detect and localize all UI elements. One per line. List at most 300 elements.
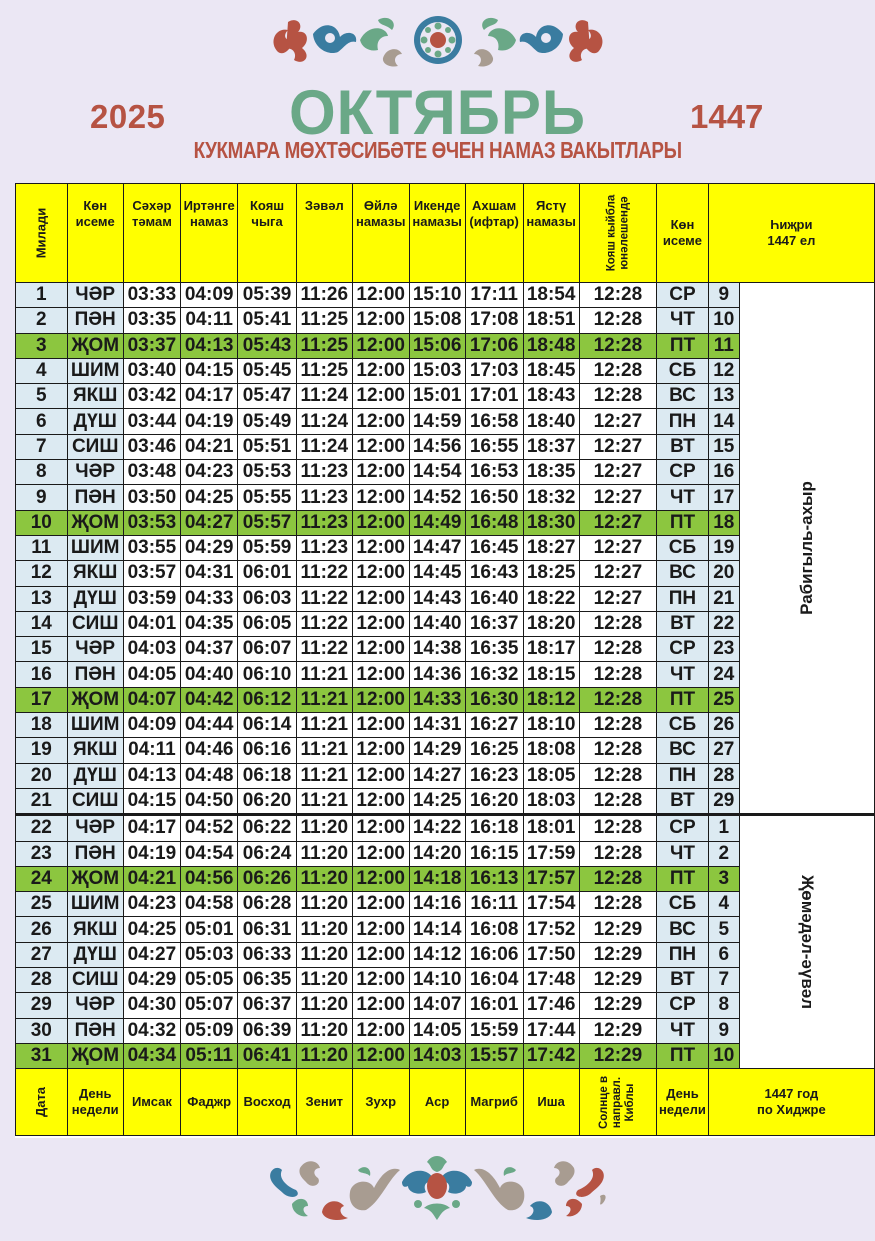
maghrib-time: 16:01 bbox=[465, 993, 523, 1018]
asr-time: 14:59 bbox=[409, 409, 465, 434]
hijri-day: 20 bbox=[708, 561, 739, 586]
day-number: 10 bbox=[16, 510, 68, 535]
label-line: юнәлешендә bbox=[617, 196, 630, 270]
qibla-time: 12:28 bbox=[579, 283, 657, 308]
maghrib-time: 16:45 bbox=[465, 535, 523, 560]
day-number: 1 bbox=[16, 283, 68, 308]
isha-time: 18:54 bbox=[523, 283, 579, 308]
col-header-sahar bbox=[123, 184, 180, 283]
sahar-time: 04:17 bbox=[123, 815, 180, 841]
qibla-time: 12:29 bbox=[579, 1018, 657, 1043]
zenith-time: 11:23 bbox=[296, 510, 352, 535]
fajr-time: 05:11 bbox=[180, 1043, 237, 1068]
day-name: ПӘН bbox=[67, 485, 123, 510]
sahar-time: 03:50 bbox=[123, 485, 180, 510]
day-name: ЯКШ bbox=[67, 561, 123, 586]
qibla-time: 12:29 bbox=[579, 968, 657, 993]
zuhr-time: 12:00 bbox=[352, 788, 409, 814]
maghrib-time: 16:55 bbox=[465, 434, 523, 459]
zenith-time: 11:24 bbox=[296, 434, 352, 459]
day-number: 29 bbox=[16, 993, 68, 1018]
day-number: 27 bbox=[16, 942, 68, 967]
sahar-time: 04:25 bbox=[123, 917, 180, 942]
weekday-abbr: ПТ bbox=[657, 510, 709, 535]
label-line: (ифтар) bbox=[469, 214, 519, 229]
day-name: ПӘН bbox=[67, 308, 123, 333]
zenith-time: 11:20 bbox=[296, 917, 352, 942]
zuhr-time: 12:00 bbox=[352, 358, 409, 383]
day-name: ПӘН bbox=[67, 662, 123, 687]
sunrise-time: 06:37 bbox=[238, 993, 296, 1018]
qibla-time: 12:27 bbox=[579, 510, 657, 535]
zuhr-time: 12:00 bbox=[352, 942, 409, 967]
label-line: 1447 ел bbox=[767, 233, 816, 248]
zenith-time: 11:21 bbox=[296, 738, 352, 763]
footer-col-weekday bbox=[657, 1069, 709, 1136]
isha-time: 18:27 bbox=[523, 535, 579, 560]
ornament-top-icon bbox=[268, 12, 608, 72]
qibla-time: 12:28 bbox=[579, 892, 657, 917]
isha-time: 17:46 bbox=[523, 993, 579, 1018]
zenith-time: 11:25 bbox=[296, 333, 352, 358]
maghrib-time: 16:15 bbox=[465, 841, 523, 866]
qibla-time: 12:27 bbox=[579, 535, 657, 560]
qibla-time: 12:28 bbox=[579, 611, 657, 636]
col-header-qibla bbox=[579, 184, 657, 283]
hijri-year: 1447 bbox=[690, 98, 764, 135]
fajr-time: 04:35 bbox=[180, 611, 237, 636]
hijri-day: 15 bbox=[708, 434, 739, 459]
weekday-abbr: СР bbox=[657, 993, 709, 1018]
fajr-time: 04:15 bbox=[180, 358, 237, 383]
qibla-time: 12:29 bbox=[579, 993, 657, 1018]
maghrib-time: 16:32 bbox=[465, 662, 523, 687]
label-line: Фаджр bbox=[187, 1094, 232, 1110]
label-line: Иша bbox=[537, 1094, 565, 1110]
weekday-abbr: ЧТ bbox=[657, 662, 709, 687]
zuhr-time: 12:00 bbox=[352, 1043, 409, 1068]
asr-time: 15:06 bbox=[409, 333, 465, 358]
zuhr-time: 12:00 bbox=[352, 892, 409, 917]
maghrib-time: 15:59 bbox=[465, 1018, 523, 1043]
sunrise-time: 06:01 bbox=[238, 561, 296, 586]
day-number: 11 bbox=[16, 535, 68, 560]
zuhr-time: 12:00 bbox=[352, 763, 409, 788]
asr-time: 14:47 bbox=[409, 535, 465, 560]
isha-time: 18:35 bbox=[523, 460, 579, 485]
weekday-abbr: СР bbox=[657, 460, 709, 485]
qibla-time: 12:28 bbox=[579, 815, 657, 841]
weekday-abbr: ВТ bbox=[657, 968, 709, 993]
zenith-time: 11:23 bbox=[296, 535, 352, 560]
footer-col-hijri bbox=[708, 1069, 874, 1136]
qibla-time: 12:27 bbox=[579, 485, 657, 510]
sunrise-time: 06:22 bbox=[238, 815, 296, 841]
label-line: Зенит bbox=[305, 1094, 344, 1110]
day-name: ПӘН bbox=[67, 841, 123, 866]
col-header-ahsham bbox=[465, 184, 523, 283]
sunrise-time: 06:24 bbox=[238, 841, 296, 866]
hijri-day: 2 bbox=[708, 841, 739, 866]
table-row bbox=[16, 283, 875, 308]
label-line: Восход bbox=[243, 1094, 291, 1110]
day-number: 12 bbox=[16, 561, 68, 586]
day-name: ДҮШ bbox=[67, 763, 123, 788]
day-number: 28 bbox=[16, 968, 68, 993]
day-name: СИШ bbox=[67, 788, 123, 814]
qibla-time: 12:28 bbox=[579, 333, 657, 358]
weekday-abbr: ПТ bbox=[657, 1043, 709, 1068]
maghrib-time: 16:53 bbox=[465, 460, 523, 485]
fajr-time: 04:48 bbox=[180, 763, 237, 788]
qibla-time: 12:28 bbox=[579, 841, 657, 866]
fajr-time: 04:29 bbox=[180, 535, 237, 560]
fajr-time: 04:11 bbox=[180, 308, 237, 333]
day-number: 22 bbox=[16, 815, 68, 841]
table-row bbox=[16, 815, 875, 841]
isha-time: 17:54 bbox=[523, 892, 579, 917]
qibla-time: 12:27 bbox=[579, 434, 657, 459]
label-line: Көн bbox=[83, 198, 108, 213]
sunrise-time: 06:16 bbox=[238, 738, 296, 763]
sahar-time: 04:03 bbox=[123, 637, 180, 662]
label-line: Икенде bbox=[413, 198, 461, 213]
isha-time: 17:42 bbox=[523, 1043, 579, 1068]
sahar-time: 04:07 bbox=[123, 687, 180, 712]
isha-time: 18:10 bbox=[523, 713, 579, 738]
isha-time: 18:45 bbox=[523, 358, 579, 383]
maghrib-time: 16:18 bbox=[465, 815, 523, 841]
label-line: намазы bbox=[526, 214, 576, 229]
zuhr-time: 12:00 bbox=[352, 687, 409, 712]
zenith-time: 11:22 bbox=[296, 561, 352, 586]
day-name: ДҮШ bbox=[67, 409, 123, 434]
day-name: ЧӘР bbox=[67, 283, 123, 308]
header-row-russian bbox=[16, 1069, 875, 1136]
day-name: СИШ bbox=[67, 434, 123, 459]
label-line: тәмам bbox=[131, 214, 172, 229]
zenith-time: 11:20 bbox=[296, 1043, 352, 1068]
sunrise-time: 05:39 bbox=[238, 283, 296, 308]
maghrib-time: 16:20 bbox=[465, 788, 523, 814]
qibla-time: 12:28 bbox=[579, 788, 657, 814]
weekday-abbr: ЧТ bbox=[657, 841, 709, 866]
maghrib-time: 17:08 bbox=[465, 308, 523, 333]
maghrib-time: 16:04 bbox=[465, 968, 523, 993]
hijri-day: 10 bbox=[708, 308, 739, 333]
asr-time: 14:07 bbox=[409, 993, 465, 1018]
isha-time: 18:43 bbox=[523, 384, 579, 409]
prayer-times-table bbox=[15, 183, 875, 1136]
day-number: 26 bbox=[16, 917, 68, 942]
asr-time: 14:22 bbox=[409, 815, 465, 841]
hijri-day: 19 bbox=[708, 535, 739, 560]
sahar-time: 04:30 bbox=[123, 993, 180, 1018]
asr-time: 14:49 bbox=[409, 510, 465, 535]
day-name: ҖОМ bbox=[67, 866, 123, 891]
hijri-day: 16 bbox=[708, 460, 739, 485]
weekday-abbr: ВТ bbox=[657, 434, 709, 459]
label-line: исеме bbox=[662, 233, 703, 248]
sahar-time: 03:53 bbox=[123, 510, 180, 535]
day-name: ШИМ bbox=[67, 892, 123, 917]
zenith-time: 11:23 bbox=[296, 485, 352, 510]
day-name: ШИМ bbox=[67, 535, 123, 560]
label-line: недели bbox=[659, 1102, 706, 1118]
footer-col-day-name bbox=[67, 1069, 123, 1136]
label-line: Магриб bbox=[470, 1094, 518, 1110]
day-number: 6 bbox=[16, 409, 68, 434]
day-name: ЧӘР bbox=[67, 815, 123, 841]
label-line: Дата bbox=[33, 1087, 49, 1118]
weekday-abbr: ПН bbox=[657, 763, 709, 788]
day-name: ҖОМ bbox=[67, 510, 123, 535]
hijri-day: 9 bbox=[708, 283, 739, 308]
qibla-time: 12:28 bbox=[579, 358, 657, 383]
label-line: намазы bbox=[355, 214, 406, 229]
zuhr-time: 12:00 bbox=[352, 535, 409, 560]
sunrise-time: 05:49 bbox=[238, 409, 296, 434]
sahar-time: 03:37 bbox=[123, 333, 180, 358]
zuhr-time: 12:00 bbox=[352, 637, 409, 662]
isha-time: 18:51 bbox=[523, 308, 579, 333]
qibla-time: 12:28 bbox=[579, 687, 657, 712]
footer-col-ahsham bbox=[465, 1069, 523, 1136]
weekday-abbr: ВТ bbox=[657, 788, 709, 814]
hijri-month-jumada-ul-awwal bbox=[739, 815, 874, 1069]
hijri-day: 27 bbox=[708, 738, 739, 763]
isha-time: 18:30 bbox=[523, 510, 579, 535]
sunrise-time: 06:35 bbox=[238, 968, 296, 993]
gregorian-year: 2025 bbox=[90, 98, 166, 135]
qibla-time: 12:28 bbox=[579, 637, 657, 662]
day-number: 7 bbox=[16, 434, 68, 459]
asr-time: 14:10 bbox=[409, 968, 465, 993]
weekday-abbr: СБ bbox=[657, 358, 709, 383]
sahar-time: 03:44 bbox=[123, 409, 180, 434]
sahar-time: 04:05 bbox=[123, 662, 180, 687]
fajr-time: 04:52 bbox=[180, 815, 237, 841]
hijri-day: 8 bbox=[708, 993, 739, 1018]
qibla-time: 12:28 bbox=[579, 763, 657, 788]
zuhr-time: 12:00 bbox=[352, 485, 409, 510]
fajr-time: 05:01 bbox=[180, 917, 237, 942]
maghrib-time: 16:35 bbox=[465, 637, 523, 662]
col-header-irtange bbox=[180, 184, 237, 283]
sahar-time: 03:42 bbox=[123, 384, 180, 409]
sunrise-time: 05:55 bbox=[238, 485, 296, 510]
isha-time: 18:17 bbox=[523, 637, 579, 662]
day-name: СИШ bbox=[67, 968, 123, 993]
zuhr-time: 12:00 bbox=[352, 841, 409, 866]
qibla-time: 12:28 bbox=[579, 713, 657, 738]
fajr-time: 04:44 bbox=[180, 713, 237, 738]
weekday-abbr: ПН bbox=[657, 409, 709, 434]
zuhr-time: 12:00 bbox=[352, 815, 409, 841]
label-line: День bbox=[666, 1086, 699, 1102]
day-number: 30 bbox=[16, 1018, 68, 1043]
asr-time: 15:10 bbox=[409, 283, 465, 308]
sunrise-time: 06:05 bbox=[238, 611, 296, 636]
fajr-time: 04:56 bbox=[180, 866, 237, 891]
weekday-abbr: СБ bbox=[657, 892, 709, 917]
zenith-time: 11:22 bbox=[296, 586, 352, 611]
qibla-time: 12:27 bbox=[579, 409, 657, 434]
isha-time: 18:22 bbox=[523, 586, 579, 611]
asr-time: 14:31 bbox=[409, 713, 465, 738]
zuhr-time: 12:00 bbox=[352, 308, 409, 333]
hijri-day: 21 bbox=[708, 586, 739, 611]
day-number: 21 bbox=[16, 788, 68, 814]
weekday-abbr: СР bbox=[657, 283, 709, 308]
zuhr-time: 12:00 bbox=[352, 611, 409, 636]
sahar-time: 04:27 bbox=[123, 942, 180, 967]
fajr-time: 04:27 bbox=[180, 510, 237, 535]
zenith-time: 11:20 bbox=[296, 942, 352, 967]
sunrise-time: 06:12 bbox=[238, 687, 296, 712]
fajr-time: 04:09 bbox=[180, 283, 237, 308]
header-row-tatar bbox=[16, 184, 875, 283]
fajr-time: 04:17 bbox=[180, 384, 237, 409]
label-line: намаз bbox=[189, 214, 229, 229]
day-number: 4 bbox=[16, 358, 68, 383]
sahar-time: 03:46 bbox=[123, 434, 180, 459]
maghrib-time: 17:03 bbox=[465, 358, 523, 383]
label-line: Аср bbox=[424, 1094, 450, 1110]
day-name: ДҮШ bbox=[67, 586, 123, 611]
day-number: 9 bbox=[16, 485, 68, 510]
zuhr-time: 12:00 bbox=[352, 434, 409, 459]
zenith-time: 11:25 bbox=[296, 358, 352, 383]
weekday-abbr: ПТ bbox=[657, 866, 709, 891]
sunrise-time: 06:41 bbox=[238, 1043, 296, 1068]
weekday-abbr: ВС bbox=[657, 561, 709, 586]
day-number: 2 bbox=[16, 308, 68, 333]
zuhr-time: 12:00 bbox=[352, 713, 409, 738]
day-name: ҖОМ bbox=[67, 1043, 123, 1068]
label-line: Кояш кыйбла bbox=[604, 194, 617, 272]
footer-col-yastu bbox=[523, 1069, 579, 1136]
sahar-time: 04:19 bbox=[123, 841, 180, 866]
sunrise-time: 06:31 bbox=[238, 917, 296, 942]
asr-time: 14:45 bbox=[409, 561, 465, 586]
fajr-time: 04:46 bbox=[180, 738, 237, 763]
asr-time: 14:03 bbox=[409, 1043, 465, 1068]
isha-time: 18:12 bbox=[523, 687, 579, 712]
sahar-time: 03:40 bbox=[123, 358, 180, 383]
maghrib-time: 17:11 bbox=[465, 283, 523, 308]
hijri-day: 18 bbox=[708, 510, 739, 535]
label-line: Кояш bbox=[250, 198, 285, 213]
weekday-abbr: ПН bbox=[657, 586, 709, 611]
fajr-time: 05:03 bbox=[180, 942, 237, 967]
label-line: Сәхәр bbox=[132, 198, 172, 213]
asr-time: 14:36 bbox=[409, 662, 465, 687]
zuhr-time: 12:00 bbox=[352, 586, 409, 611]
sahar-time: 03:57 bbox=[123, 561, 180, 586]
hijri-day: 28 bbox=[708, 763, 739, 788]
hijri-day: 14 bbox=[708, 409, 739, 434]
zenith-time: 11:21 bbox=[296, 713, 352, 738]
qibla-time: 12:29 bbox=[579, 1043, 657, 1068]
weekday-abbr: ЧТ bbox=[657, 308, 709, 333]
fajr-time: 04:21 bbox=[180, 434, 237, 459]
hijri-day: 7 bbox=[708, 968, 739, 993]
asr-time: 15:03 bbox=[409, 358, 465, 383]
sahar-time: 04:13 bbox=[123, 763, 180, 788]
asr-time: 15:01 bbox=[409, 384, 465, 409]
asr-time: 14:05 bbox=[409, 1018, 465, 1043]
sahar-time: 04:09 bbox=[123, 713, 180, 738]
maghrib-time: 16:27 bbox=[465, 713, 523, 738]
asr-time: 14:56 bbox=[409, 434, 465, 459]
sunrise-time: 06:14 bbox=[238, 713, 296, 738]
zuhr-time: 12:00 bbox=[352, 409, 409, 434]
col-header-day bbox=[16, 184, 68, 283]
day-name: ЯКШ bbox=[67, 384, 123, 409]
qibla-time: 12:27 bbox=[579, 586, 657, 611]
day-number: 19 bbox=[16, 738, 68, 763]
sahar-time: 03:55 bbox=[123, 535, 180, 560]
asr-time: 14:12 bbox=[409, 942, 465, 967]
hijri-day: 11 bbox=[708, 333, 739, 358]
asr-time: 14:40 bbox=[409, 611, 465, 636]
maghrib-time: 16:23 bbox=[465, 763, 523, 788]
ornament-bottom-icon bbox=[262, 1152, 612, 1228]
zuhr-time: 12:00 bbox=[352, 1018, 409, 1043]
day-number: 13 bbox=[16, 586, 68, 611]
footer-col-koyash bbox=[238, 1069, 296, 1136]
fajr-time: 05:07 bbox=[180, 993, 237, 1018]
weekday-abbr: ВС bbox=[657, 917, 709, 942]
weekday-abbr: ВТ bbox=[657, 611, 709, 636]
hijri-day: 13 bbox=[708, 384, 739, 409]
weekday-abbr: ЧТ bbox=[657, 485, 709, 510]
sunrise-time: 05:57 bbox=[238, 510, 296, 535]
hijri-day: 4 bbox=[708, 892, 739, 917]
zenith-time: 11:20 bbox=[296, 815, 352, 841]
day-number: 31 bbox=[16, 1043, 68, 1068]
zenith-time: 11:20 bbox=[296, 968, 352, 993]
isha-time: 17:50 bbox=[523, 942, 579, 967]
col-header-oile bbox=[352, 184, 409, 283]
isha-time: 18:32 bbox=[523, 485, 579, 510]
label-line: намазы bbox=[412, 214, 462, 229]
qibla-time: 12:28 bbox=[579, 738, 657, 763]
isha-time: 18:03 bbox=[523, 788, 579, 814]
sahar-time: 04:15 bbox=[123, 788, 180, 814]
label-line: Көн bbox=[670, 217, 695, 232]
label-line: Зәвәл bbox=[304, 198, 344, 213]
qibla-time: 12:29 bbox=[579, 917, 657, 942]
maghrib-time: 16:48 bbox=[465, 510, 523, 535]
maghrib-time: 16:40 bbox=[465, 586, 523, 611]
label-line: исеме bbox=[75, 214, 115, 229]
isha-time: 17:52 bbox=[523, 917, 579, 942]
zuhr-time: 12:00 bbox=[352, 384, 409, 409]
qibla-label bbox=[605, 195, 631, 272]
isha-time: 18:40 bbox=[523, 409, 579, 434]
hijri-day: 29 bbox=[708, 788, 739, 814]
hijri-day: 25 bbox=[708, 687, 739, 712]
zenith-time: 11:20 bbox=[296, 1018, 352, 1043]
day-number: 5 bbox=[16, 384, 68, 409]
hijri-day: 22 bbox=[708, 611, 739, 636]
label-line: недели bbox=[71, 1102, 119, 1118]
hijri-day: 5 bbox=[708, 917, 739, 942]
col-header-day-name bbox=[67, 184, 123, 283]
isha-time: 18:01 bbox=[523, 815, 579, 841]
